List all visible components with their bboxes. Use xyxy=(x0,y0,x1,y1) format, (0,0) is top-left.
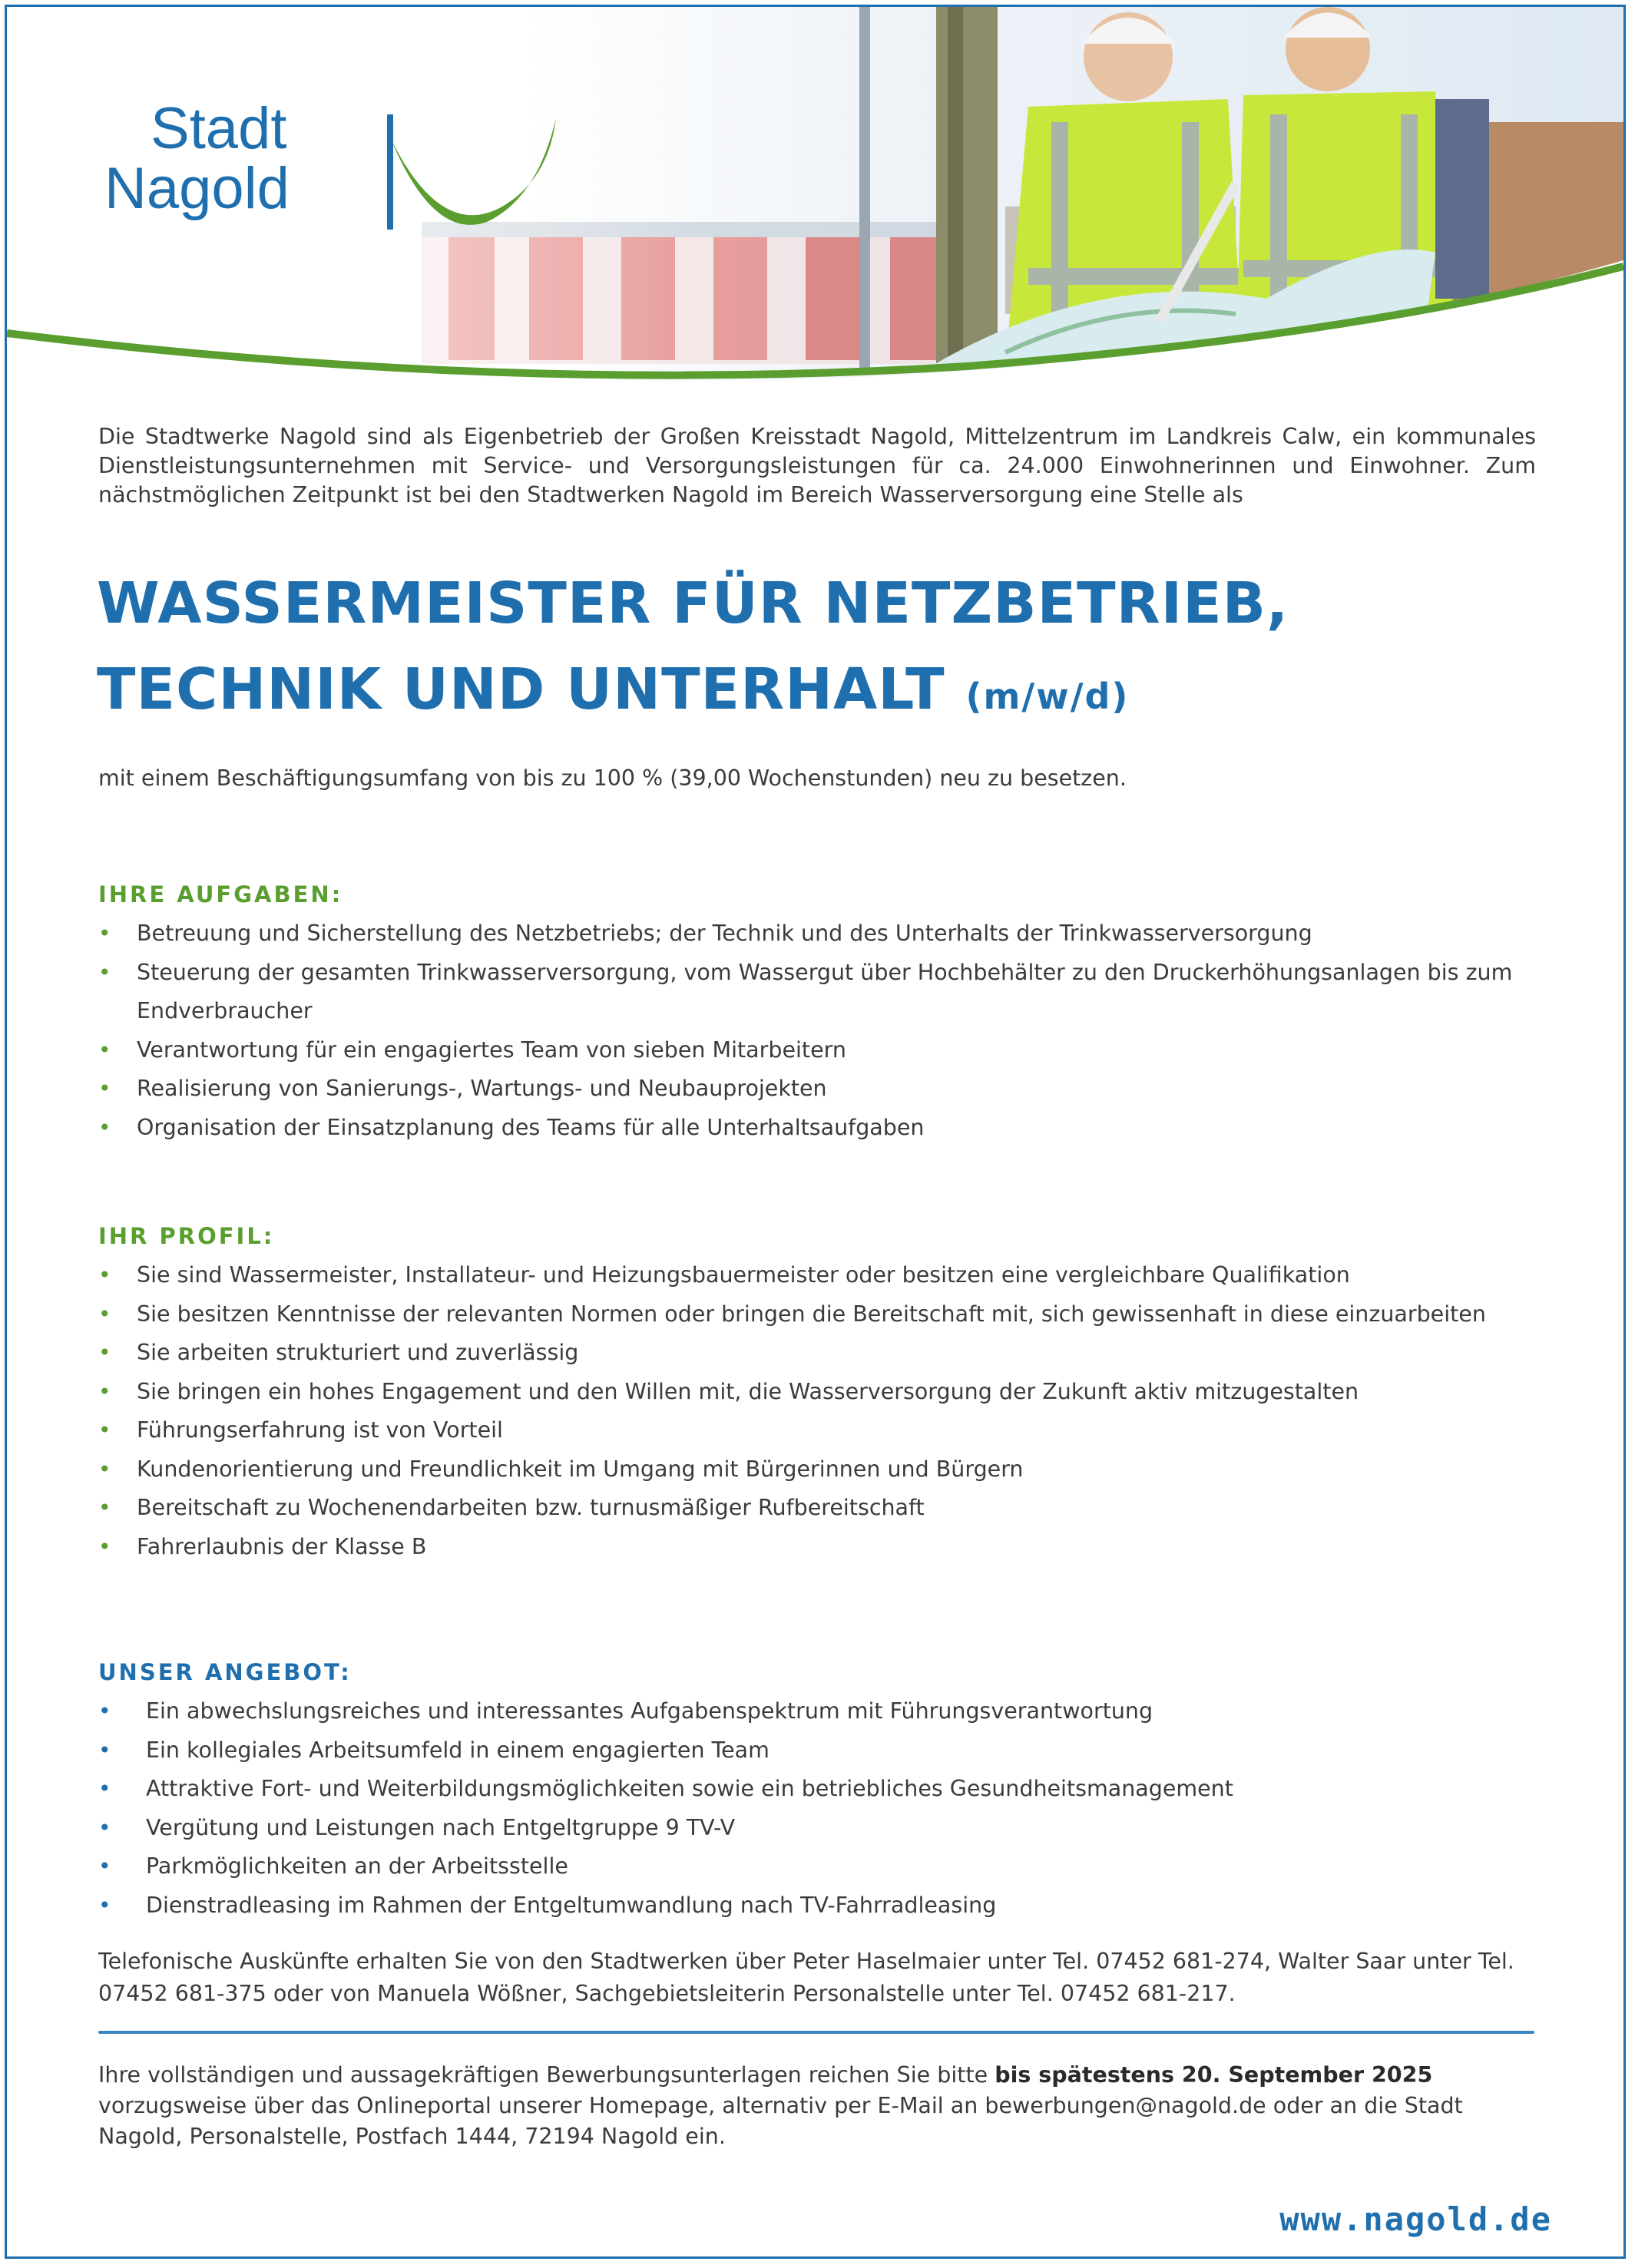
offer-list xyxy=(98,1692,1534,1925)
profile-list xyxy=(98,1256,1534,1566)
list-item: • Kundenorientierung und Freundlichkeit im Umgang mit Bürgerinnen und Bürgern xyxy=(98,1450,1534,1489)
list-item: • Fahrerlaubnis der Klasse B xyxy=(98,1528,1534,1567)
offer-section xyxy=(98,1657,1534,1925)
gender-suffix: (m/w/d) xyxy=(965,676,1130,717)
tasks-heading: IHRE AUFGABEN: xyxy=(98,881,343,908)
website-link[interactable]: www.nagold.de xyxy=(1279,2200,1552,2238)
divider xyxy=(98,2031,1534,2034)
application-deadline: bis spätestens 20. September 2025 xyxy=(995,2062,1433,2088)
tasks-list xyxy=(98,914,1534,1147)
logo-swoosh-icon xyxy=(372,107,571,253)
list-item: • Sie arbeiten strukturiert und zuverlässig xyxy=(98,1334,1534,1373)
list-item: • Sie besitzen Kenntnisse der relevanten Normen oder bringen die Bereitschaft mit, sich gewissenhaft in diese einzuarbeiten xyxy=(98,1295,1534,1334)
job-title-line-2-text: TECHNIK UND UNTERHALT xyxy=(97,656,945,722)
list-item: • Sie sind Wassermeister, Installateur- und Heizungsbauermeister oder besitzen eine vergleichbare Qualifikation xyxy=(98,1256,1534,1295)
list-item: • Organisation der Einsatzplanung des Teams für alle Unterhaltsaufgaben xyxy=(98,1109,1534,1148)
job-title-line-2 xyxy=(97,646,1541,739)
list-item: • Betreuung und Sicherstellung des Netzbetriebs; der Technik und des Unterhalts der Trinkwasserversorgung xyxy=(98,914,1534,954)
list-item: • Dienstradleasing im Rahmen der Entgeltumwandlung nach TV-Fahrradleasing xyxy=(98,1886,1534,1926)
intro-text: Die Stadtwerke Nagold sind als Eigenbetrieb der Großen Kreisstadt Nagold, Mittelzentrum im Landkreis Calw, ein kommunales Dienstleistungsunternehmen mit Service- und Versorgungsleistungen für ca. 24.000 Einwohnerinnen und Einwohner. Zum nächstmöglichen Zeitpunkt ist bei den Stadtwerken Nagold im Bereich Wasserversorgung eine Stelle als xyxy=(98,424,1536,507)
application-text-before: Ihre vollständigen und aussagekräftigen Bewerbungsunterlagen reichen Sie bitte xyxy=(98,2062,995,2088)
list-item: • Ein kollegiales Arbeitsumfeld in einem engagierten Team xyxy=(98,1731,1534,1770)
list-item: • Realisierung von Sanierungs-, Wartungs- und Neubauprojekten xyxy=(98,1070,1534,1109)
profile-section xyxy=(98,1221,1534,1566)
list-item: • Verantwortung für ein engagiertes Team von sieben Mitarbeitern xyxy=(98,1031,1534,1070)
application-text-after: vorzugsweise über das Onlineportal unserer Homepage, alternativ per E-Mail an bewerbungen@nagold.de oder an die Stadt Nagold, Personalstelle, Postfach 1444, 72194 Nagold ein. xyxy=(98,2093,1463,2149)
logo-line-2: Nagold xyxy=(104,156,290,221)
offer-heading: UNSER ANGEBOT: xyxy=(98,1659,352,1685)
employment-scope: mit einem Beschäftigungsumfang von bis zu 100 % (39,00 Wochenstunden) neu zu besetzen. xyxy=(98,765,1127,791)
list-item: • Steuerung der gesamten Trinkwasserversorgung, vom Wassergut über Hochbehälter zu den Druckerhöhungsanlagen bis zum Endverbraucher xyxy=(98,954,1534,1031)
logo-line-1: Stadt xyxy=(151,96,287,161)
job-title-line-1: WASSERMEISTER FÜR NETZBETRIEB, xyxy=(97,570,1289,636)
list-item: • Sie bringen ein hohes Engagement und den Willen mit, die Wasserversorgung der Zukunft aktiv mitzugestalten xyxy=(98,1373,1534,1412)
list-item: • Ein abwechslungsreiches und interessantes Aufgabenspektrum mit Führungsverantwortung xyxy=(98,1692,1534,1731)
stadt-nagold-logo xyxy=(95,96,418,253)
job-title xyxy=(97,560,1541,739)
application-info xyxy=(98,2060,1536,2152)
header-banner xyxy=(7,7,1623,395)
tasks-section xyxy=(98,879,1534,1147)
list-item: • Attraktive Fort- und Weiterbildungsmöglichkeiten sowie ein betriebliches Gesundheitsmanagement xyxy=(98,1770,1534,1809)
list-item: • Vergütung und Leistungen nach Entgeltgruppe 9 TV-V xyxy=(98,1809,1534,1848)
list-item: • Parkmöglichkeiten an der Arbeitsstelle xyxy=(98,1847,1534,1886)
logo-text xyxy=(104,96,290,221)
profile-heading: IHR PROFIL: xyxy=(98,1223,275,1249)
list-item: • Führungserfahrung ist von Vorteil xyxy=(98,1411,1534,1450)
list-item: • Bereitschaft zu Wochenendarbeiten bzw. turnusmäßiger Rufbereitschaft xyxy=(98,1489,1534,1528)
contact-info: Telefonische Auskünfte erhalten Sie von den Stadtwerken über Peter Haselmaier unter Tel. 07452 681-274, Walter Saar unter Tel. 07452 681-375 oder von Manuela Wößner, Sachgebietsleiterin Personalstelle unter Tel. 07452 681-217. xyxy=(98,1949,1514,2006)
